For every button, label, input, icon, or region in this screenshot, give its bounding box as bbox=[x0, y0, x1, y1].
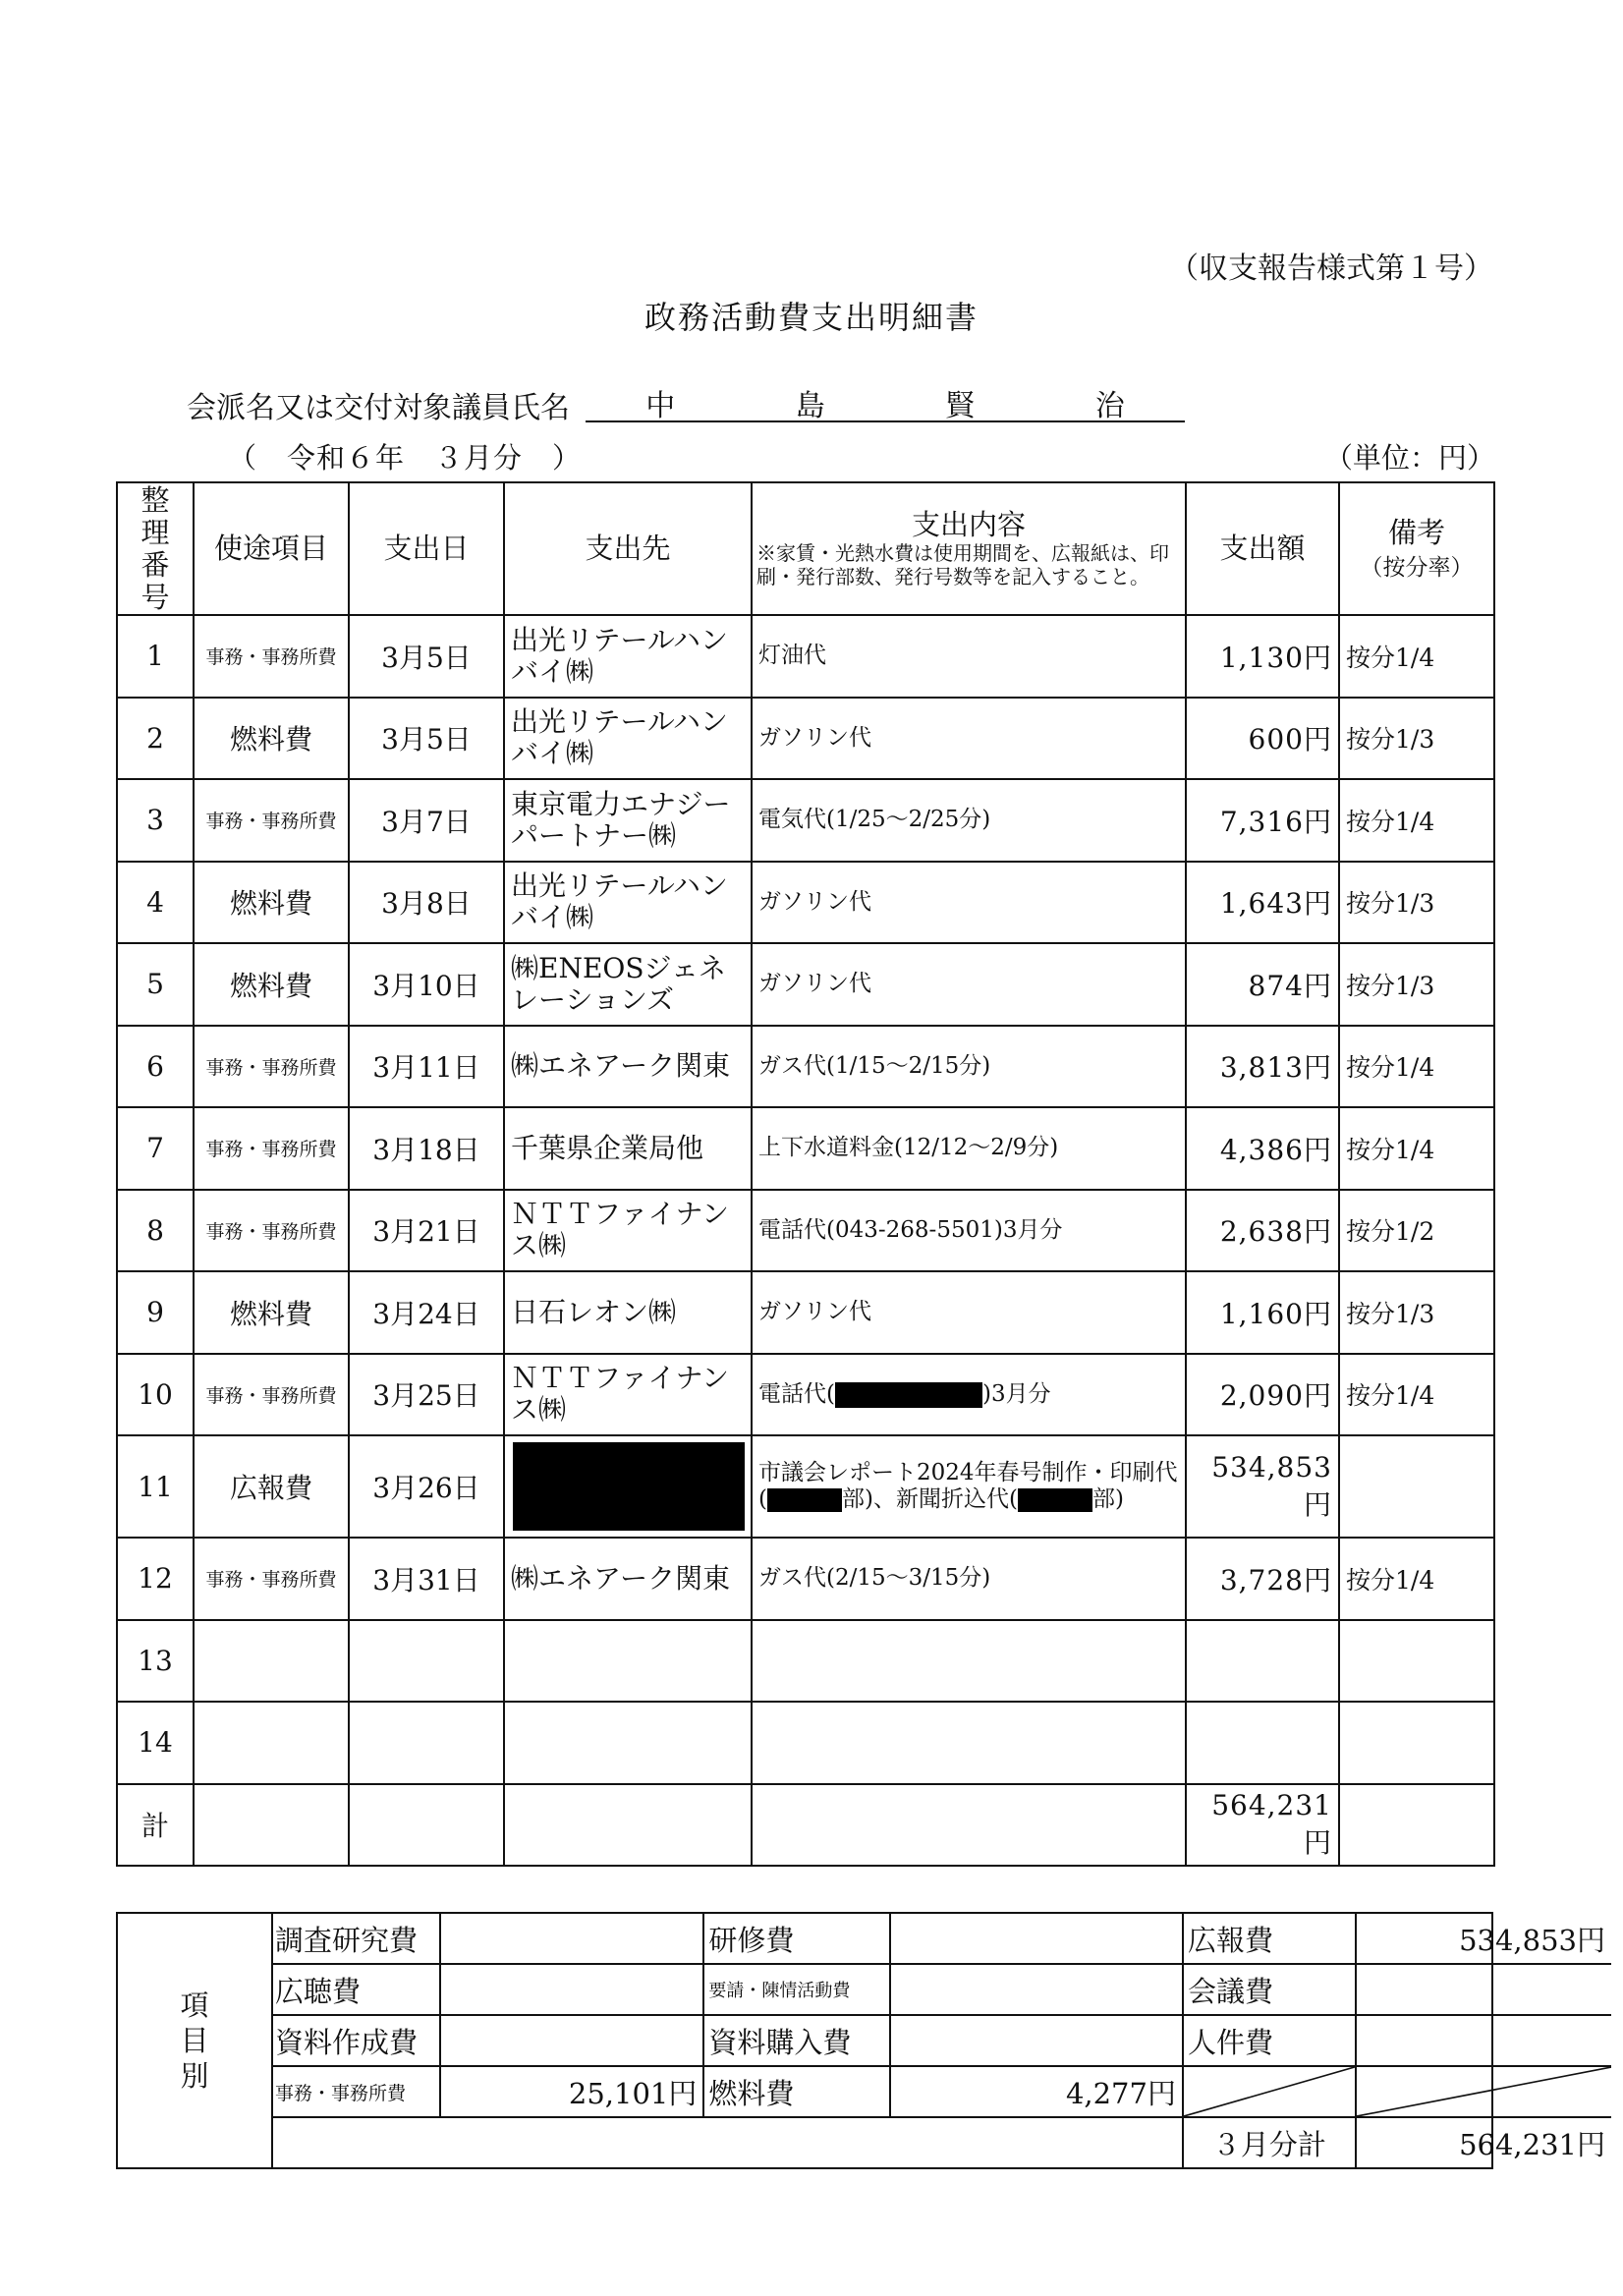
row-content-part: 電話代( bbox=[758, 1380, 835, 1407]
row-content-part: 部) bbox=[1091, 1486, 1124, 1512]
summary-item-value: 534,853円 bbox=[1356, 1914, 1611, 1964]
row-amount bbox=[1186, 1620, 1339, 1703]
diagonal-blank-cell bbox=[1183, 2066, 1356, 2117]
diagonal-line bbox=[1184, 2067, 1355, 2116]
row-amount: 3,813円 bbox=[1186, 1026, 1339, 1108]
row-payee: 出光リテールハンバイ㈱ bbox=[504, 615, 752, 698]
member-name-char: 治 bbox=[1094, 389, 1125, 423]
row-date: 3月5日 bbox=[349, 698, 504, 780]
expense-rows bbox=[117, 615, 1494, 1784]
summary-total-row bbox=[271, 2117, 1611, 2167]
summary-item-value bbox=[890, 1964, 1183, 2015]
table-row bbox=[117, 862, 1494, 944]
row-category: 燃料費 bbox=[194, 1271, 349, 1354]
summary-row bbox=[271, 2015, 1611, 2066]
row-no: 9 bbox=[117, 1271, 194, 1354]
row-amount: 4,386円 bbox=[1186, 1107, 1339, 1190]
row-content: 電気代(1/25～2/25分) bbox=[752, 779, 1186, 862]
row-category: 事務・事務所費 bbox=[194, 1354, 349, 1436]
row-category: 事務・事務所費 bbox=[194, 615, 349, 698]
row-amount: 534,853円 bbox=[1186, 1435, 1339, 1538]
row-category: 事務・事務所費 bbox=[194, 779, 349, 862]
row-content: ガス代(2/15～3/15分) bbox=[752, 1538, 1186, 1620]
row-content-part: 市議会レポート2024年春号制作・印刷代( bbox=[758, 1460, 1178, 1512]
row-note: 按分1/4 bbox=[1339, 1354, 1494, 1436]
row-no: 14 bbox=[117, 1702, 194, 1784]
member-name-char: 島 bbox=[795, 389, 825, 423]
summary-row bbox=[271, 1964, 1611, 2015]
header-category: 使途項目 bbox=[194, 482, 349, 615]
row-no: 8 bbox=[117, 1190, 194, 1272]
header-no: 整理番号 bbox=[117, 482, 194, 615]
row-category: 事務・事務所費 bbox=[194, 1026, 349, 1108]
summary-item-label: 調査研究費 bbox=[271, 1914, 440, 1964]
table-row bbox=[117, 615, 1494, 698]
summary-item-label: 研修費 bbox=[703, 1914, 890, 1964]
summary-item-label: 事務・事務所費 bbox=[271, 2066, 440, 2117]
row-amount bbox=[1186, 1702, 1339, 1784]
row-category bbox=[194, 1620, 349, 1703]
row-date: 3月5日 bbox=[349, 615, 504, 698]
row-content bbox=[752, 1620, 1186, 1703]
row-payee: 出光リテールハンバイ㈱ bbox=[504, 862, 752, 944]
row-no: 13 bbox=[117, 1620, 194, 1703]
row-no: 6 bbox=[117, 1026, 194, 1108]
row-no: 2 bbox=[117, 698, 194, 780]
row-no: 1 bbox=[117, 615, 194, 698]
summary-item-label: 資料作成費 bbox=[271, 2015, 440, 2066]
row-payee: ㈱ENEOSジェネレーションズ bbox=[504, 943, 752, 1026]
row-date: 3月24日 bbox=[349, 1271, 504, 1354]
row-note: 按分1/3 bbox=[1339, 862, 1494, 944]
row-payee bbox=[504, 1702, 752, 1784]
summary-item-value bbox=[1356, 2015, 1611, 2066]
row-date: 3月31日 bbox=[349, 1538, 504, 1620]
row-content-part: )3月分 bbox=[981, 1380, 1051, 1407]
row-payee: ㈱エネアーク関東 bbox=[504, 1538, 752, 1620]
row-note: 按分1/3 bbox=[1339, 1271, 1494, 1354]
row-note: 按分1/4 bbox=[1339, 779, 1494, 862]
summary-item-value bbox=[1356, 1964, 1611, 2015]
table-row bbox=[117, 943, 1494, 1026]
redaction-box bbox=[835, 1382, 982, 1408]
expense-table bbox=[116, 481, 1495, 1867]
summary-table bbox=[271, 1914, 1611, 2167]
header-content-note: ※家賃・光熱水費は使用期間を、広報紙は、印刷・発行部数、発行号数等を記入すること。 bbox=[756, 541, 1169, 588]
redaction-box bbox=[513, 1442, 745, 1531]
member-name bbox=[586, 381, 1185, 422]
summary-item-label: 要請・陳情活動費 bbox=[703, 1964, 890, 2015]
row-content: ガソリン代 bbox=[752, 943, 1186, 1026]
header-amount: 支出額 bbox=[1186, 482, 1339, 615]
summary-item-value bbox=[440, 2015, 703, 2066]
summary-total-label: ３月分計 bbox=[1183, 2117, 1356, 2167]
row-content: ガソリン代 bbox=[752, 698, 1186, 780]
row-category: 燃料費 bbox=[194, 943, 349, 1026]
summary-item-label: 広報費 bbox=[1183, 1914, 1356, 1964]
row-note: 按分1/4 bbox=[1339, 1107, 1494, 1190]
summary-item-value: 25,101円 bbox=[440, 2066, 703, 2117]
table-row bbox=[117, 1354, 1494, 1436]
row-date: 3月11日 bbox=[349, 1026, 504, 1108]
row-no: 5 bbox=[117, 943, 194, 1026]
member-name-char: 中 bbox=[645, 389, 676, 423]
member-label: 会派名又は交付対象議員氏名 bbox=[187, 391, 570, 425]
row-payee: ＮＴＴファイナンス㈱ bbox=[504, 1190, 752, 1272]
row-date: 3月7日 bbox=[349, 779, 504, 862]
unit-label: （単位：円） bbox=[1324, 441, 1496, 475]
row-category: 事務・事務所費 bbox=[194, 1190, 349, 1272]
summary-item-value bbox=[890, 1914, 1183, 1964]
diagonal-blank-cell bbox=[1356, 2066, 1611, 2117]
header-content-title: 支出内容 bbox=[911, 508, 1026, 541]
row-content: 上下水道料金(12/12～2/9分) bbox=[752, 1107, 1186, 1190]
row-no: 7 bbox=[117, 1107, 194, 1190]
row-date: 3月10日 bbox=[349, 943, 504, 1026]
row-date bbox=[349, 1702, 504, 1784]
summary-row bbox=[271, 1914, 1611, 1964]
table-row bbox=[117, 698, 1494, 780]
row-amount: 7,316円 bbox=[1186, 779, 1339, 862]
category-summary bbox=[116, 1912, 1605, 2169]
total-label: 計 bbox=[117, 1784, 194, 1867]
table-row bbox=[117, 1026, 1494, 1108]
row-amount: 3,728円 bbox=[1186, 1538, 1339, 1620]
total-amount: 564,231円 bbox=[1186, 1784, 1339, 1867]
row-payee: 千葉県企業局他 bbox=[504, 1107, 752, 1190]
row-amount: 1,160円 bbox=[1186, 1271, 1339, 1354]
row-amount: 1,643円 bbox=[1186, 862, 1339, 944]
row-category: 事務・事務所費 bbox=[194, 1538, 349, 1620]
header-remarks-sub: （按分率） bbox=[1360, 554, 1474, 581]
diagonal-line bbox=[1357, 2067, 1611, 2116]
redaction-box bbox=[1018, 1488, 1092, 1512]
row-no: 4 bbox=[117, 862, 194, 944]
row-date: 3月21日 bbox=[349, 1190, 504, 1272]
header-remarks bbox=[1339, 482, 1494, 615]
row-no: 12 bbox=[117, 1538, 194, 1620]
row-no: 11 bbox=[117, 1435, 194, 1538]
row-payee: 出光リテールハンバイ㈱ bbox=[504, 698, 752, 780]
summary-item-label: 人件費 bbox=[1183, 2015, 1356, 2066]
row-payee: 日石レオン㈱ bbox=[504, 1271, 752, 1354]
row-date: 3月18日 bbox=[349, 1107, 504, 1190]
total-row bbox=[117, 1784, 1494, 1867]
row-note: 按分1/4 bbox=[1339, 1538, 1494, 1620]
row-category: 燃料費 bbox=[194, 862, 349, 944]
table-row bbox=[117, 1620, 1494, 1703]
summary-label-char: 項 bbox=[180, 1988, 209, 2022]
period: （ 令和６年 ３月分 ） bbox=[228, 441, 583, 475]
row-payee: ㈱エネアーク関東 bbox=[504, 1026, 752, 1108]
summary-item-value: 4,277円 bbox=[890, 2066, 1183, 2117]
row-amount: 1,130円 bbox=[1186, 615, 1339, 698]
row-date: 3月25日 bbox=[349, 1354, 504, 1436]
row-payee: 東京電力エナジーパートナー㈱ bbox=[504, 779, 752, 862]
row-content: ガソリン代 bbox=[752, 862, 1186, 944]
row-content bbox=[752, 1435, 1186, 1538]
summary-item-label: 燃料費 bbox=[703, 2066, 890, 2117]
summary-item-label: 会議費 bbox=[1183, 1964, 1356, 2015]
row-amount: 600円 bbox=[1186, 698, 1339, 780]
table-row bbox=[117, 1190, 1494, 1272]
row-amount: 2,090円 bbox=[1186, 1354, 1339, 1436]
table-row bbox=[117, 1435, 1494, 1538]
row-payee bbox=[504, 1435, 752, 1538]
table-row bbox=[117, 1107, 1494, 1190]
table-header-row bbox=[117, 482, 1494, 615]
row-note: 按分1/3 bbox=[1339, 943, 1494, 1026]
row-content: ガソリン代 bbox=[752, 1271, 1186, 1354]
row-date: 3月8日 bbox=[349, 862, 504, 944]
row-no: 10 bbox=[117, 1354, 194, 1436]
row-date: 3月26日 bbox=[349, 1435, 504, 1538]
summary-item-value bbox=[440, 1914, 703, 1964]
row-payee: ＮＴＴファイナンス㈱ bbox=[504, 1354, 752, 1436]
row-note bbox=[1339, 1620, 1494, 1703]
row-content: 電話代(043-268-5501)3月分 bbox=[752, 1190, 1186, 1272]
row-content: ガス代(1/15～2/15分) bbox=[752, 1026, 1186, 1108]
summary-label-char: 別 bbox=[180, 2059, 209, 2093]
header-payee: 支出先 bbox=[504, 482, 752, 615]
row-category: 燃料費 bbox=[194, 698, 349, 780]
summary-row bbox=[271, 2066, 1611, 2117]
table-row bbox=[117, 1538, 1494, 1620]
row-note: 按分1/3 bbox=[1339, 698, 1494, 780]
header-remarks-title: 備考 bbox=[1387, 515, 1445, 549]
summary-total-value: 564,231円 bbox=[1356, 2117, 1611, 2167]
row-content bbox=[752, 1354, 1186, 1436]
row-content bbox=[752, 1702, 1186, 1784]
table-row bbox=[117, 1702, 1494, 1784]
summary-label-char: 目 bbox=[180, 2024, 209, 2057]
row-no: 3 bbox=[117, 779, 194, 862]
row-category bbox=[194, 1702, 349, 1784]
document-title: 政務活動費支出明細書 bbox=[644, 299, 979, 336]
row-payee bbox=[504, 1620, 752, 1703]
row-note bbox=[1339, 1435, 1494, 1538]
row-note: 按分1/2 bbox=[1339, 1190, 1494, 1272]
row-content-part: 部)、新聞折込代( bbox=[841, 1486, 1018, 1512]
summary-item-value bbox=[440, 1964, 703, 2015]
row-date bbox=[349, 1620, 504, 1703]
summary-item-label: 資料購入費 bbox=[703, 2015, 890, 2066]
summary-item-value bbox=[890, 2015, 1183, 2066]
table-row bbox=[117, 779, 1494, 862]
table-row bbox=[117, 1271, 1494, 1354]
row-category: 広報費 bbox=[194, 1435, 349, 1538]
header-date: 支出日 bbox=[349, 482, 504, 615]
row-note: 按分1/4 bbox=[1339, 615, 1494, 698]
form-number: （収支報告様式第１号） bbox=[1169, 252, 1493, 286]
summary-item-label: 広聴費 bbox=[271, 1964, 440, 2015]
row-content: 灯油代 bbox=[752, 615, 1186, 698]
summary-label bbox=[118, 1914, 273, 2167]
header-content bbox=[752, 482, 1186, 615]
member-name-char: 賢 bbox=[945, 389, 976, 423]
row-category: 事務・事務所費 bbox=[194, 1107, 349, 1190]
row-note bbox=[1339, 1702, 1494, 1784]
redaction-box bbox=[767, 1488, 842, 1512]
row-note: 按分1/4 bbox=[1339, 1026, 1494, 1108]
row-amount: 2,638円 bbox=[1186, 1190, 1339, 1272]
row-amount: 874円 bbox=[1186, 943, 1339, 1026]
